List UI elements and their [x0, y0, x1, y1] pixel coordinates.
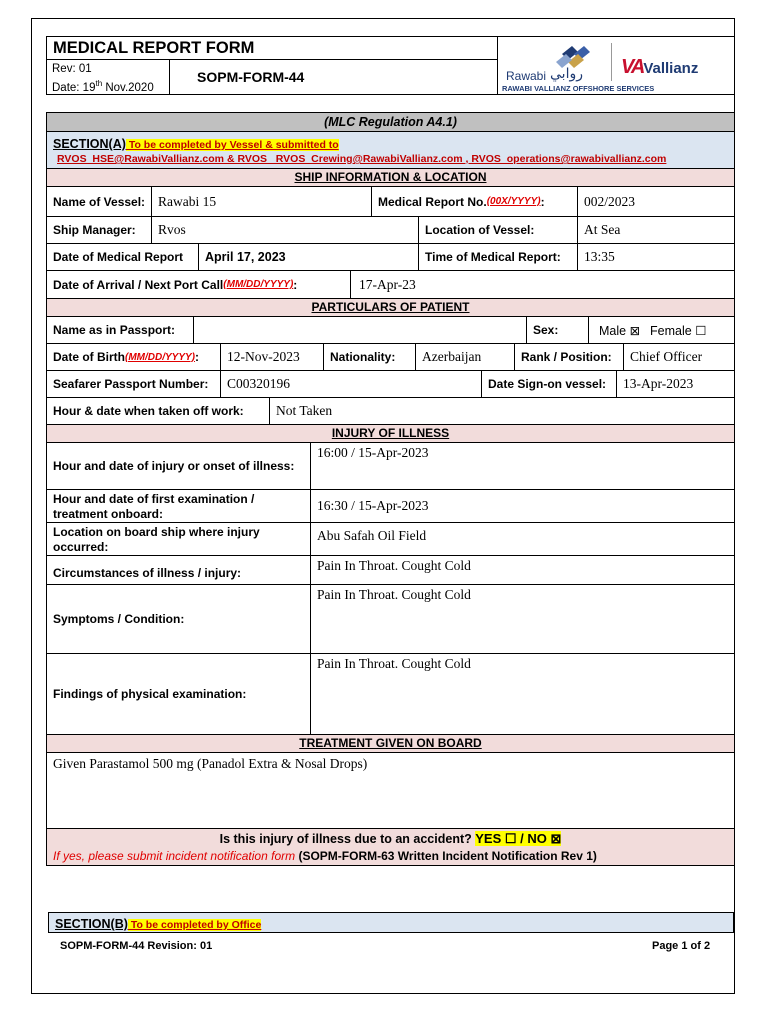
dob-label-text: Date of Birth	[53, 350, 125, 364]
section-b-heading	[55, 915, 261, 933]
vessel-label: Name of Vessel:	[46, 186, 152, 217]
offwork-label: Hour & date when taken off work:	[46, 397, 270, 425]
header-code-box	[169, 59, 498, 95]
dob-label	[46, 343, 221, 371]
section-a-box	[46, 131, 735, 169]
report-no-label-text: Medical Report No.	[378, 194, 487, 209]
form-date-prefix: Date: 19	[52, 81, 96, 94]
section-b-note: To be completed by Office	[127, 919, 262, 931]
vallianz-logo-text: Vallianz	[643, 60, 699, 77]
footer-left: SOPM-FORM-44 Revision: 01	[60, 940, 213, 952]
arrival-label-text: Date of Arrival / Next Port Call	[53, 277, 224, 292]
dob-colon: :	[195, 350, 199, 364]
nationality-value[interactable]: Azerbaijan	[415, 343, 515, 371]
injury-location-label	[46, 522, 311, 556]
dob-format: (MM/DD/YYYY)	[125, 351, 195, 363]
report-no-format: (00X/YYYY)	[486, 196, 541, 207]
arrival-label	[46, 270, 351, 299]
report-date-value[interactable]: April 17, 2023	[198, 243, 419, 271]
rawabi-logo-arabic: روابي	[550, 66, 583, 82]
signon-value[interactable]: 13-Apr-2023	[616, 370, 735, 398]
accident-note-ref: (SOPM-FORM-63 Written Incident Notification Rev 1)	[298, 849, 597, 863]
accident-box	[46, 828, 735, 866]
first-exam-value[interactable]: 16:30 / 15-Apr-2023	[310, 489, 735, 523]
ship-info-heading: SHIP INFORMATION & LOCATION	[46, 168, 735, 187]
female-checkbox[interactable]: Female ☐	[650, 323, 707, 338]
passport-value[interactable]: C00320196	[220, 370, 482, 398]
patient-heading: PARTICULARS OF PATIENT	[46, 298, 735, 317]
report-time-label: Time of Medical Report:	[418, 243, 578, 271]
section-a-emails[interactable]: RVOS_HSE@RawabiVallianz.com & RVOS_ RVOS_Crewing@RawabiVallianz.com , RVOS_operations@rawabivallianz.com	[57, 153, 667, 165]
circumstances-label: Circumstances of illness / injury:	[46, 555, 311, 585]
injury-location-label-line2: occurred:	[53, 540, 109, 554]
arrival-value[interactable]: 17-Apr-23	[350, 270, 735, 299]
accident-question	[47, 831, 734, 847]
male-checkbox[interactable]: Male ⊠	[599, 323, 641, 338]
treatment-value[interactable]: Given Parastamol 500 mg (Panadol Extra & Nosal Drops)	[46, 752, 735, 829]
section-a-label: SECTION(A)	[53, 137, 126, 151]
rank-label: Rank / Position:	[514, 343, 624, 371]
report-no-value[interactable]: 002/2023	[577, 186, 735, 217]
findings-value[interactable]: Pain In Throat. Cought Cold	[310, 653, 735, 735]
regulation-text: (MLC Regulation A4.1)	[324, 115, 457, 129]
onset-value[interactable]: 16:00 / 15-Apr-2023	[310, 442, 735, 490]
header-title-box	[46, 36, 498, 60]
rank-value[interactable]: Chief Officer	[623, 343, 735, 371]
passport-label: Seafarer Passport Number:	[46, 370, 221, 398]
section-b-box	[48, 912, 734, 933]
accident-question-text: Is this injury of illness due to an accident?	[219, 832, 476, 846]
injury-heading: INJURY OF ILLNESS	[46, 424, 735, 443]
section-b-label: SECTION(B)	[55, 917, 128, 931]
arrival-colon: :	[293, 277, 298, 292]
vallianz-va-mark: VA	[621, 56, 644, 78]
treatment-heading: TREATMENT GIVEN ON BOARD	[46, 734, 735, 753]
revision: Rev: 01	[52, 63, 92, 75]
report-no-colon: :	[540, 194, 545, 209]
findings-label: Findings of physical examination:	[46, 653, 311, 735]
injury-location-value[interactable]: Abu Safah Oil Field	[310, 522, 735, 556]
form-date	[52, 79, 154, 94]
header-logo-box	[497, 36, 735, 95]
first-exam-label-line1: Hour and date of first examination /	[53, 492, 255, 506]
name-value[interactable]	[193, 316, 527, 344]
section-a-heading	[53, 135, 339, 153]
first-exam-label	[46, 489, 311, 523]
onset-label: Hour and date of injury or onset of illness:	[46, 442, 311, 490]
report-date-label: Date of Medical Report	[46, 243, 199, 271]
sex-label: Sex:	[526, 316, 589, 344]
signon-label: Date Sign-on vessel:	[481, 370, 617, 398]
accident-note-red: If yes, please submit incident notification form	[53, 849, 299, 863]
logo-tagline: RAWABI VALLIANZ OFFSHORE SERVICES	[502, 84, 655, 93]
form-page	[31, 18, 735, 994]
accident-answer[interactable]: YES ☐ / NO ⊠	[475, 831, 562, 846]
symptoms-label: Symptoms / Condition:	[46, 584, 311, 654]
form-code: SOPM-FORM-44	[197, 69, 305, 85]
dob-value[interactable]: 12-Nov-2023	[220, 343, 324, 371]
sex-options	[588, 316, 735, 344]
footer-right: Page 1 of 2	[652, 940, 711, 952]
location-value[interactable]: At Sea	[577, 216, 735, 244]
section-a-note: To be completed by Vessel & submitted to	[125, 139, 339, 151]
circumstances-value[interactable]: Pain In Throat. Cought Cold	[310, 555, 735, 585]
arrival-format: (MM/DD/YYYY)	[223, 279, 294, 290]
offwork-value[interactable]: Not Taken	[269, 397, 735, 425]
report-time-value[interactable]: 13:35	[577, 243, 735, 271]
regulation-bar	[46, 112, 735, 132]
manager-value[interactable]: Rvos	[151, 216, 419, 244]
report-no-label	[371, 186, 578, 217]
location-label: Location of Vessel:	[418, 216, 578, 244]
form-date-sup: th	[95, 79, 103, 88]
form-title: MEDICAL REPORT FORM	[53, 39, 255, 57]
nationality-label: Nationality:	[323, 343, 416, 371]
header-rev-box	[46, 59, 170, 95]
logo-divider	[611, 43, 612, 81]
manager-label: Ship Manager:	[46, 216, 152, 244]
vessel-value[interactable]: Rawabi 15	[151, 186, 372, 217]
accident-note	[53, 849, 597, 863]
injury-location-label-line1: Location on board ship where injury	[53, 525, 260, 539]
form-date-suffix: Nov.2020	[102, 81, 154, 94]
symptoms-value[interactable]: Pain In Throat. Cought Cold	[310, 584, 735, 654]
vallianz-logo	[621, 56, 698, 79]
name-label: Name as in Passport:	[46, 316, 194, 344]
first-exam-label-line2: treatment onboard:	[53, 507, 164, 521]
rawabi-logo-text: Rawabi	[506, 69, 547, 83]
